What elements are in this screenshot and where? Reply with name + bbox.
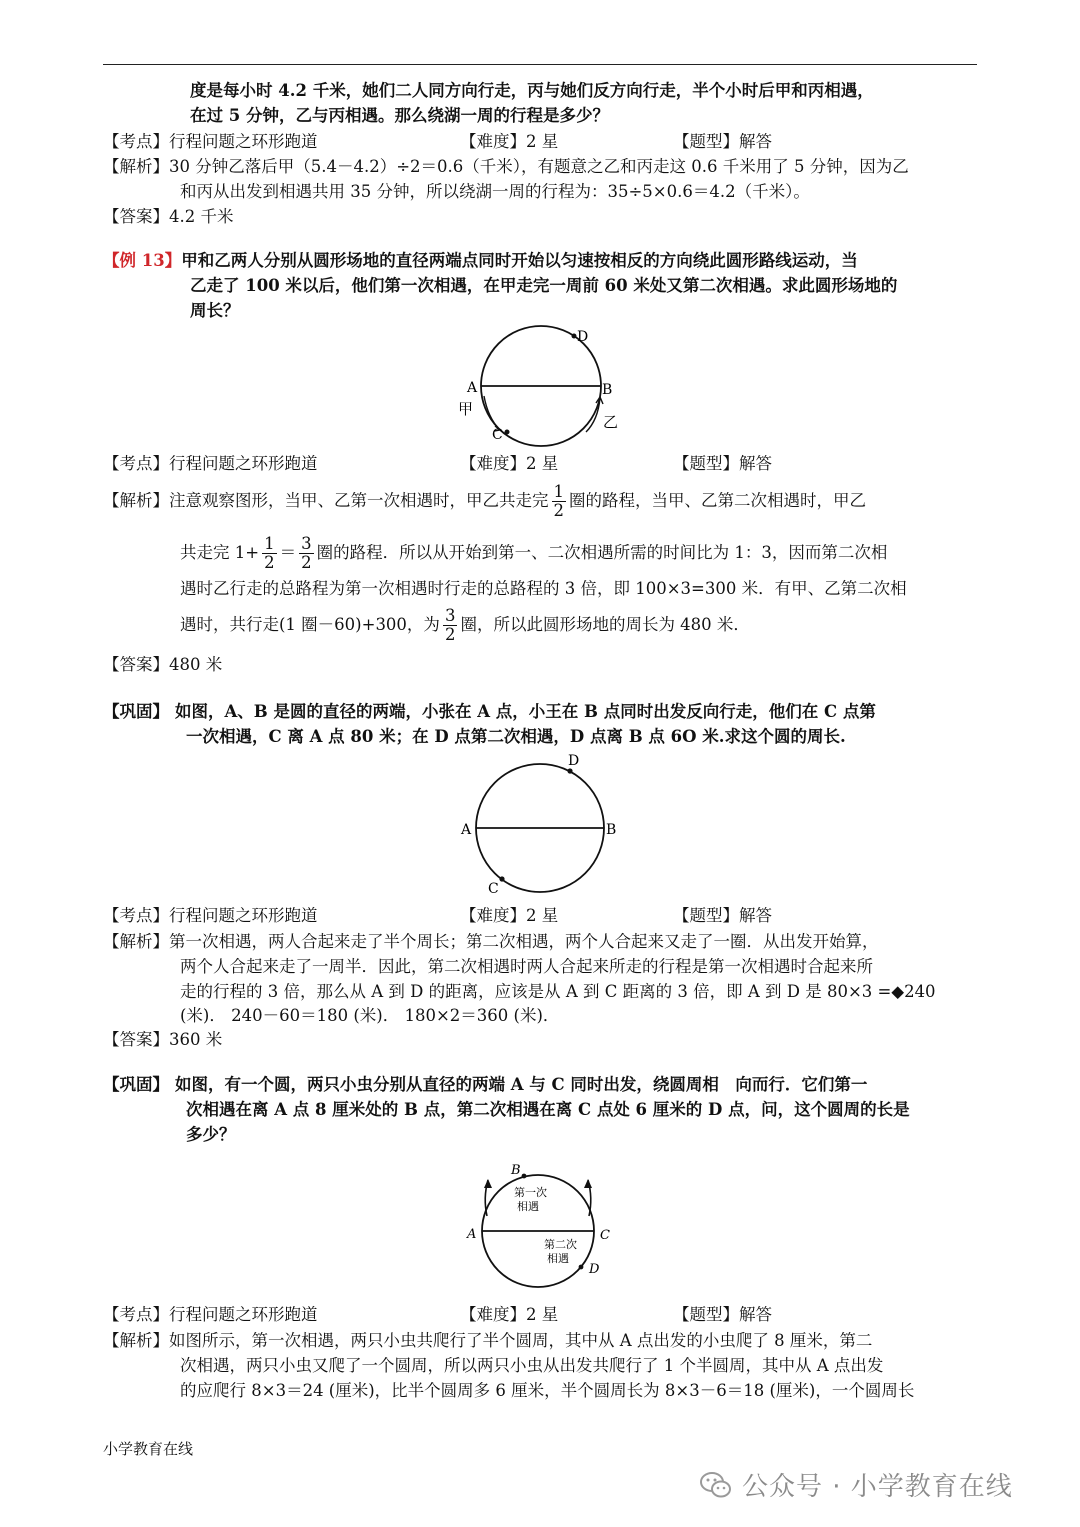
point-d xyxy=(579,1265,584,1270)
gonggu-1-line2: 一次相遇，C 离 A 点 80 米；在 D 点第二次相遇，D 点离 B 点 6O 米.求这个圆的周长. xyxy=(186,727,846,746)
example-13-line2: 乙走了 100 米以后，他们第一次相遇，在甲走完一周前 60 米处又第二次相遇。求此圆形场地的 xyxy=(190,276,898,295)
jiexi-2-line1 xyxy=(103,478,866,524)
nandu-label: 【难度】 xyxy=(460,906,526,925)
jiexi-1-line2: 和丙从出发到相遇共用 35 分钟，所以绕湖一周的行程为：35÷5×0.6＝4.2（千米）。 xyxy=(180,182,810,201)
label-a: A xyxy=(467,380,478,396)
jiexi-1-line1 xyxy=(103,154,909,180)
jiexi-3-line1 xyxy=(103,929,879,955)
jiexi-2-line2 xyxy=(180,530,887,576)
jiexi-label: 【解析】 xyxy=(103,1331,169,1350)
figure-ex13 xyxy=(440,318,640,448)
tixing-label: 【题型】 xyxy=(673,1305,739,1324)
meta-row-1 xyxy=(103,129,318,155)
arrow-left-head xyxy=(484,1179,492,1188)
tixing-2 xyxy=(673,451,772,477)
jiexi-text: 第一次相遇，两人合起来走了半个周长；第二次相遇，两个人合起来又走了一圈．从出发开始算， xyxy=(169,932,879,951)
tixing-4 xyxy=(673,1302,772,1328)
fraction-three-half xyxy=(299,535,314,572)
frac-num: 1 xyxy=(264,534,275,553)
kaodian-value: 行程问题之环形跑道 xyxy=(169,906,318,925)
daan-label: 【答案】 xyxy=(103,655,169,674)
watermark xyxy=(700,1466,1013,1503)
jiexi-text: 如图所示，第一次相遇，两只小虫共爬行了半个圆周，其中从 A 点出发的小虫爬了 8 厘米，第二 xyxy=(169,1331,873,1350)
tixing-value: 解答 xyxy=(739,132,772,151)
fraction-three-half xyxy=(443,607,458,644)
kaodian-value: 行程问题之环形跑道 xyxy=(169,132,318,151)
nandu-label: 【难度】 xyxy=(460,132,526,151)
gonggu-label: 【巩固】 xyxy=(103,702,169,721)
nandu-label: 【难度】 xyxy=(460,1305,526,1324)
label-d: D xyxy=(577,329,589,345)
nandu-2 xyxy=(460,451,558,477)
tixing-label: 【题型】 xyxy=(673,906,739,925)
point-d xyxy=(567,768,572,773)
meta-row-2 xyxy=(103,451,318,477)
example-13-text: 甲和乙两人分别从圆形场地的直径两端点同时开始以匀速按相反的方向绕此圆形路线运动，当 xyxy=(181,251,858,270)
frac-den: 2 xyxy=(264,553,275,572)
jiexi-label: 【解析】 xyxy=(103,157,169,176)
gonggu-label: 【巩固】 xyxy=(103,1075,169,1094)
figure-gonggu2 xyxy=(455,1158,635,1293)
label-b: B xyxy=(511,1163,521,1178)
tixing-1 xyxy=(673,129,772,155)
jiexi-2-line3: 遇时乙行走的总路程为第一次相遇时行走的总路程的 3 倍，即 100×3=300 米．有甲、乙第二次相 xyxy=(180,579,907,598)
kaodian-label: 【考点】 xyxy=(103,132,169,151)
nandu-value: 2 星 xyxy=(526,132,559,151)
tixing-value: 解答 xyxy=(739,906,772,925)
example-13-tag: 【例 13】 xyxy=(103,251,182,270)
nandu-value: 2 星 xyxy=(526,906,559,925)
arrow-right-head xyxy=(584,1179,592,1188)
fraction-half xyxy=(552,483,567,520)
kaodian-label: 【考点】 xyxy=(103,906,169,925)
meta-row-4 xyxy=(103,1302,318,1328)
example-13-line1 xyxy=(103,248,858,274)
gonggu-2-line1 xyxy=(103,1072,867,1098)
label-b: B xyxy=(606,822,617,838)
frac-num: 3 xyxy=(301,534,312,553)
label-yi: 乙 xyxy=(603,413,619,431)
label-first-meet-1: 第一次 xyxy=(514,1186,547,1199)
nandu-1 xyxy=(460,129,558,155)
header-rule xyxy=(103,64,977,65)
label-c: C xyxy=(492,427,503,443)
arrow-jia xyxy=(484,396,500,430)
label-second-meet-2: 相遇 xyxy=(547,1252,569,1265)
frac-num: 1 xyxy=(553,482,564,501)
jiexi-label: 【解析】 xyxy=(103,932,169,951)
jiexi-text: 遇时，共行走(1 圈－60)+300，为 xyxy=(180,615,440,634)
problem-text-line1: 度是每小时 4.2 千米，她们二人同方向行走，丙与她们反方向行走，半个小时后甲和丙相遇， xyxy=(190,81,874,100)
fraction-half xyxy=(262,535,277,572)
jiexi-3-line4: (米)． 240－60＝180 (米)． 180×2＝360 (米)． xyxy=(180,1006,560,1025)
wechat-icon xyxy=(700,1471,732,1499)
gonggu-text: 如图，有一个圆，两只小虫分别从直径的两端 A 与 C 同时出发，绕圆周相 向而行．它们第一 xyxy=(175,1075,868,1094)
label-second-meet-1: 第二次 xyxy=(544,1238,577,1251)
label-b: B xyxy=(602,382,613,398)
jiexi-label: 【解析】 xyxy=(103,491,169,510)
jiexi-2-line4 xyxy=(180,602,750,648)
daan-label: 【答案】 xyxy=(103,1030,169,1049)
answer-value: 360 米 xyxy=(169,1030,223,1049)
nandu-4 xyxy=(460,1302,558,1328)
tixing-label: 【题型】 xyxy=(673,454,739,473)
jiexi-text: 30 分钟乙落后甲（5.4－4.2）÷2＝0.6（千米），有题意之乙和丙走这 0.6 千米用了 5 分钟，因为乙 xyxy=(169,157,909,176)
jiexi-3-line2: 两个人合起来走了一周半．因此，第二次相遇时两人合起来所走的行程是第一次相遇时合起来所 xyxy=(180,957,873,976)
frac-num: 3 xyxy=(444,606,456,625)
answer-1 xyxy=(103,204,234,230)
gonggu-2-line3: 多少？ xyxy=(186,1125,236,1144)
answer-2 xyxy=(103,652,222,678)
nandu-label: 【难度】 xyxy=(460,454,526,473)
jiexi-text: 共走完 1+ xyxy=(180,543,260,562)
jiexi-4-line1 xyxy=(103,1328,872,1354)
tixing-3 xyxy=(673,903,772,929)
answer-3 xyxy=(103,1027,222,1053)
kaodian-value: 行程问题之环形跑道 xyxy=(169,1305,318,1324)
gonggu-text: 如图，A、B 是圆的直径的两端，小张在 A 点，小王在 B 点同时出发反向行走，他们在 C 点第 xyxy=(175,702,876,721)
label-d: D xyxy=(589,1262,600,1277)
label-c: C xyxy=(488,881,499,896)
point-d xyxy=(572,334,577,339)
watermark-text: 公众号 · 小学教育在线 xyxy=(742,1472,1013,1502)
footer-source: 小学教育在线 xyxy=(103,1440,194,1458)
frac-den: 2 xyxy=(444,625,456,644)
daan-label: 【答案】 xyxy=(103,207,169,226)
jiexi-3-line3: 走的行程的 3 倍，那么从 A 到 D 的距离，应该是从 A 到 C 距离的 3 倍，即 A 到 D 是 80×3 =◆240 xyxy=(180,982,936,1001)
label-a: A xyxy=(461,822,472,838)
frac-den: 2 xyxy=(301,553,312,572)
problem-text-line2: 在过 5 分钟，乙与丙相遇。那么绕湖一周的行程是多少？ xyxy=(190,106,609,125)
frac-den: 2 xyxy=(553,501,564,520)
jiexi-text: 圈，所以此圆形场地的周长为 480 米． xyxy=(460,615,750,634)
jiexi-4-line2: 次相遇，两只小虫又爬了一个圆周，所以两只小虫从出发共爬行了 1 个半圆周，其中从 A 点出发 xyxy=(180,1356,884,1375)
gonggu-2-line2: 次相遇在离 A 点 8 厘米处的 B 点，第二次相遇在离 C 点处 6 厘米的 D 点，问，这个圆周的长是 xyxy=(186,1100,910,1119)
jiexi-4-line3: 的应爬行 8×3＝24 (厘米)，比半个圆周多 6 厘米，半个圆周长为 8×3－6＝18 (厘米)，一个圆周长 xyxy=(180,1381,915,1400)
label-d: D xyxy=(568,753,580,769)
label-c: C xyxy=(600,1228,610,1243)
tixing-value: 解答 xyxy=(739,454,772,473)
nandu-value: 2 星 xyxy=(526,454,559,473)
jiexi-text: ＝ xyxy=(279,543,297,562)
point-c xyxy=(505,430,510,435)
answer-value: 480 米 xyxy=(169,655,223,674)
kaodian-label: 【考点】 xyxy=(103,1305,169,1324)
meta-row-3 xyxy=(103,903,318,929)
gonggu-1-line1 xyxy=(103,699,876,725)
nandu-3 xyxy=(460,903,558,929)
example-13-line3: 周长？ xyxy=(190,301,240,320)
label-jia: 甲 xyxy=(458,400,474,418)
point-b xyxy=(522,1174,527,1179)
jiexi-text: 圈的路程．所以从开始到第一、二次相遇所需的时间比为 1：3，因而第二次相 xyxy=(316,543,888,562)
tixing-label: 【题型】 xyxy=(673,132,739,151)
jiexi-text: 圈的路程，当甲、乙第二次相遇时，甲乙 xyxy=(569,491,866,510)
kaodian-value: 行程问题之环形跑道 xyxy=(169,454,318,473)
answer-value: 4.2 千米 xyxy=(169,207,234,226)
kaodian-label: 【考点】 xyxy=(103,454,169,473)
figure-gonggu1 xyxy=(455,748,635,896)
label-first-meet-2: 相遇 xyxy=(517,1200,539,1213)
nandu-value: 2 星 xyxy=(526,1305,559,1324)
label-a: A xyxy=(467,1227,477,1242)
jiexi-text: 注意观察图形，当甲、乙第一次相遇时，甲乙共走完 xyxy=(169,491,549,510)
tixing-value: 解答 xyxy=(739,1305,772,1324)
point-c xyxy=(499,876,504,881)
